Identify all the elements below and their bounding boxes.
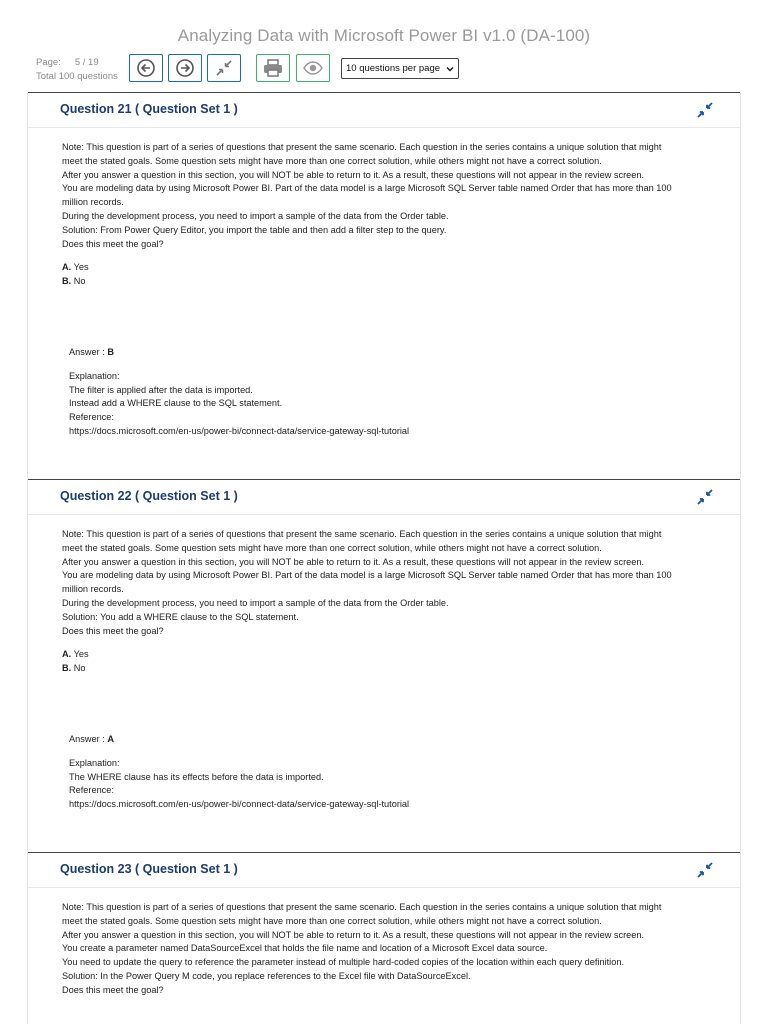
collapse-question-icon[interactable] bbox=[696, 861, 714, 879]
question-card-21 bbox=[27, 92, 741, 478]
total-questions: Total 100 questions bbox=[36, 71, 118, 82]
question-title: Question 23 ( Question Set 1 ) bbox=[60, 862, 238, 876]
print-button[interactable] bbox=[256, 54, 290, 82]
question-line: You create a parameter named DataSourceExcel that holds the file name and location of a Microsoft Excel data source. bbox=[62, 943, 548, 954]
question-line: After you answer a question in this section, you will NOT be able to return to it. As a result, these questions will not appear in the review screen. bbox=[62, 929, 645, 940]
question-line: Note: This question is part of a series of questions that present the same scenario. Each question in the series contains a unique solution that might bbox=[62, 529, 662, 539]
question-line: After you answer a question in this section, you will NOT be able to return to it. As a result, these questions will not appear in the review screen. bbox=[62, 169, 645, 180]
collapse-icon bbox=[214, 58, 234, 78]
question-title: Question 21 ( Question Set 1 ) bbox=[60, 102, 238, 116]
collapse-all-button[interactable] bbox=[207, 54, 241, 82]
question-line: meet the stated goals. Some question sets might have more than one correct solution, while others might not have a correct solution. bbox=[62, 542, 602, 553]
printer-icon bbox=[262, 58, 284, 78]
question-line: meet the stated goals. Some question sets might have more than one correct solution, while others might not have a correct solution. bbox=[62, 915, 602, 926]
question-header bbox=[28, 92, 740, 128]
question-line: million records. bbox=[62, 197, 124, 208]
question-line: During the development process, you need to import a sample of the data from the Order table. bbox=[62, 597, 449, 608]
prev-page-button[interactable] bbox=[129, 54, 163, 82]
question-line: Does this meet the goal? bbox=[62, 238, 164, 249]
question-text bbox=[28, 515, 740, 676]
question-card-23 bbox=[27, 852, 741, 1024]
arrow-left-circle-icon bbox=[136, 58, 156, 78]
answer-label: Answer : bbox=[69, 346, 105, 357]
option-b[interactable] bbox=[62, 662, 740, 676]
option-text: No bbox=[73, 663, 86, 674]
question-line: Solution: You add a WHERE clause to the SQL statement. bbox=[62, 611, 299, 622]
question-line: meet the stated goals. Some question sets might have more than one correct solution, while others might not have a correct solution. bbox=[62, 155, 602, 166]
next-page-button[interactable] bbox=[168, 54, 202, 82]
question-line: Does this meet the goal? bbox=[62, 984, 164, 995]
option-letter: B. bbox=[62, 663, 72, 674]
collapse-question-icon[interactable] bbox=[696, 101, 714, 119]
question-line: During the development process, you need to import a sample of the data from the Order table. bbox=[62, 210, 449, 221]
question-header bbox=[28, 479, 740, 515]
answer-section bbox=[28, 346, 740, 439]
explanation bbox=[69, 757, 740, 812]
explanation-line: Explanation: bbox=[69, 757, 120, 768]
question-line: million records. bbox=[62, 584, 124, 595]
question-line: You need to update the query to reference the parameter instead of multiple hard-coded copies of the location within each query definition. bbox=[62, 957, 624, 968]
question-line: Solution: From Power Query Editor, you import the table and then add a filter step to the query. bbox=[62, 224, 447, 235]
option-letter: A. bbox=[62, 262, 72, 273]
option-letter: B. bbox=[62, 276, 72, 287]
explanation bbox=[69, 370, 740, 439]
page-value: 5 / 19 bbox=[74, 57, 99, 68]
explanation-line: Reference: bbox=[69, 785, 114, 796]
question-line: Note: This question is part of a series of questions that present the same scenario. Each question in the series contains a unique solution that might bbox=[62, 142, 662, 152]
per-page-value: 10 questions per page bbox=[346, 63, 441, 74]
option-text: No bbox=[73, 276, 86, 287]
explanation-line: Explanation: bbox=[69, 370, 120, 381]
question-line: You are modeling data by using Microsoft Power BI. Part of the data model is a large Microsoft SQL Server table named Order that has more than 100 bbox=[62, 183, 672, 194]
question-line: Solution: In the Power Query M code, you replace references to the Excel file with DataSourceExcel. bbox=[62, 970, 471, 981]
option-b[interactable] bbox=[62, 275, 740, 289]
question-text bbox=[28, 888, 740, 998]
option-a[interactable] bbox=[62, 648, 740, 662]
reference-link[interactable]: https://docs.microsoft.com/en-us/power-bi/connect-data/service-gateway-sql-tutorial bbox=[69, 799, 410, 810]
question-line: You are modeling data by using Microsoft Power BI. Part of the data model is a large Microsoft SQL Server table named Order that has more than 100 bbox=[62, 570, 672, 581]
arrow-right-circle-icon bbox=[175, 58, 195, 78]
explanation-line: The WHERE clause has its effects before the data is imported. bbox=[69, 771, 324, 782]
question-line: Does this meet the goal? bbox=[62, 625, 164, 636]
answer-label: Answer : bbox=[69, 733, 105, 744]
question-text bbox=[28, 128, 740, 289]
question-title: Question 22 ( Question Set 1 ) bbox=[60, 489, 238, 503]
option-a[interactable] bbox=[62, 261, 740, 275]
page-label: Page: bbox=[36, 57, 61, 68]
question-header bbox=[28, 852, 740, 888]
answer-options bbox=[62, 261, 740, 289]
explanation-line: Instead add a WHERE clause to the SQL statement. bbox=[69, 398, 283, 409]
explanation-line: The filter is applied after the data is imported. bbox=[69, 384, 253, 395]
answer-line bbox=[69, 733, 740, 747]
answer-options bbox=[62, 648, 740, 676]
answer-section bbox=[28, 733, 740, 812]
answer-value: A bbox=[107, 733, 114, 744]
option-letter: A. bbox=[62, 649, 72, 660]
question-card-22 bbox=[27, 479, 741, 851]
collapse-question-icon[interactable] bbox=[696, 488, 714, 506]
eye-icon bbox=[302, 58, 324, 78]
chevron-down-icon bbox=[446, 65, 454, 73]
explanation-line: Reference: bbox=[69, 412, 114, 423]
question-line: Note: This question is part of a series of questions that present the same scenario. Each question in the series contains a unique solution that might bbox=[62, 902, 662, 912]
reference-link[interactable]: https://docs.microsoft.com/en-us/power-bi/connect-data/service-gateway-sql-tutorial bbox=[69, 425, 410, 436]
option-text: Yes bbox=[73, 262, 89, 273]
answer-value: B bbox=[107, 346, 114, 357]
question-line: After you answer a question in this section, you will NOT be able to return to it. As a result, these questions will not appear in the review screen. bbox=[62, 556, 645, 567]
questions-per-page-select[interactable] bbox=[341, 58, 459, 79]
toggle-answers-button[interactable] bbox=[296, 54, 330, 82]
page-title: Analyzing Data with Microsoft Power BI v1.0 (DA-100) bbox=[177, 26, 591, 45]
page-info bbox=[36, 56, 118, 84]
answer-line bbox=[69, 346, 740, 360]
option-text: Yes bbox=[73, 649, 89, 660]
